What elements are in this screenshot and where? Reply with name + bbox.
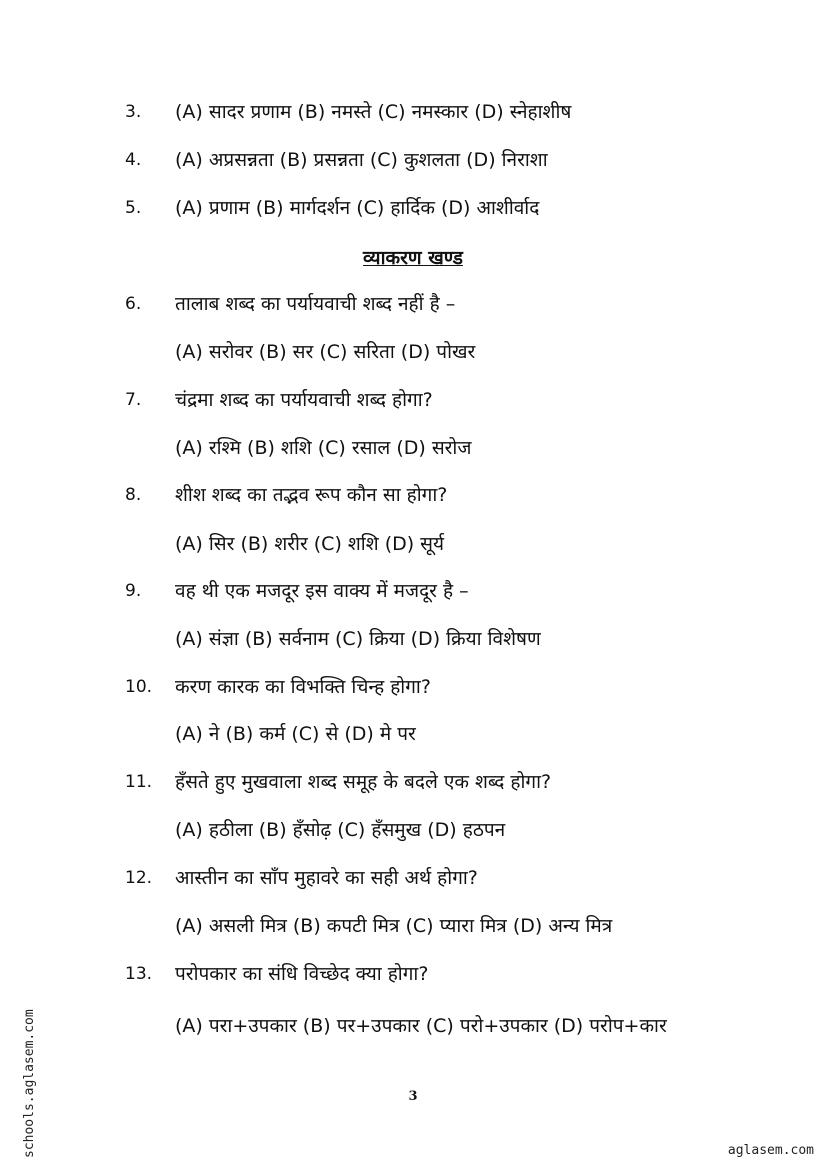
question-number: 13. [125,964,153,984]
question-options: (A) हठीला (B) हँसोढ़ (C) हँसमुख (D) हठपन [175,819,506,841]
question-number: 6. [125,294,142,314]
question-number: 7. [125,390,142,410]
item-text: (A) सादर प्रणाम (B) नमस्ते (C) नमस्कार (D) स्नेहाशीष [175,101,572,123]
question-options: (A) सिर (B) शरीर (C) शशि (D) सूर्य [175,533,445,555]
question-text: परोपकार का संधि विच्छेद क्या होगा? [175,963,429,985]
page-number: 3 [408,1089,418,1104]
question-number: 12. [125,868,153,888]
question-number: 11. [125,772,153,792]
question-text: वह थी एक मजदूर इस वाक्य में मजदूर है – [175,580,469,602]
question-text: चंद्रमा शब्द का पर्यायवाची शब्द होगा? [175,389,433,411]
question-options: (A) रश्मि (B) शशि (C) रसाल (D) सरोज [175,437,472,459]
question-options: (A) सरोवर (B) सर (C) सरिता (D) पोखर [175,341,476,363]
question-options: (A) परा+उपकार (B) पर+उपकार (C) परो+उपकार (D) परोप+कार [175,1015,667,1037]
item-number: 4. [125,150,142,170]
question-options: (A) संज्ञा (B) सर्वनाम (C) क्रिया (D) क्रिया विशेषण [175,628,541,650]
question-text: आस्तीन का साँप मुहावरे का सही अर्थ होगा? [175,867,478,889]
item-number: 3. [125,102,142,122]
section-heading-text: व्याकरण खण्ड [363,247,463,269]
item-text: (A) अप्रसन्नता (B) प्रसन्नता (C) कुशलता (D) निराशा [175,149,548,171]
question-text: करण कारक का विभक्ति चिन्ह होगा? [175,676,431,698]
question-options: (A) ने (B) कर्म (C) से (D) मे पर [175,723,416,745]
section-heading [0,244,826,270]
question-number: 8. [125,485,142,505]
question-text: हँसते हुए मुखवाला शब्द समूह के बदले एक शब्द होगा? [175,771,552,793]
question-number: 9. [125,581,142,601]
item-number: 5. [125,198,142,218]
question-number: 10. [125,677,153,697]
question-text: तालाब शब्द का पर्यायवाची शब्द नहीं है – [175,293,456,315]
question-text: शीश शब्द का तद्भव रूप कौन सा होगा? [175,484,448,506]
question-options: (A) असली मित्र (B) कपटी मित्र (C) प्यारा मित्र (D) अन्य मित्र [175,915,613,937]
item-text: (A) प्रणाम (B) मार्गदर्शन (C) हार्दिक (D) आशीर्वाद [175,197,540,219]
side-watermark: schools.aglasem.com [22,1009,37,1158]
footer-watermark: aglasem.com [727,1143,814,1158]
